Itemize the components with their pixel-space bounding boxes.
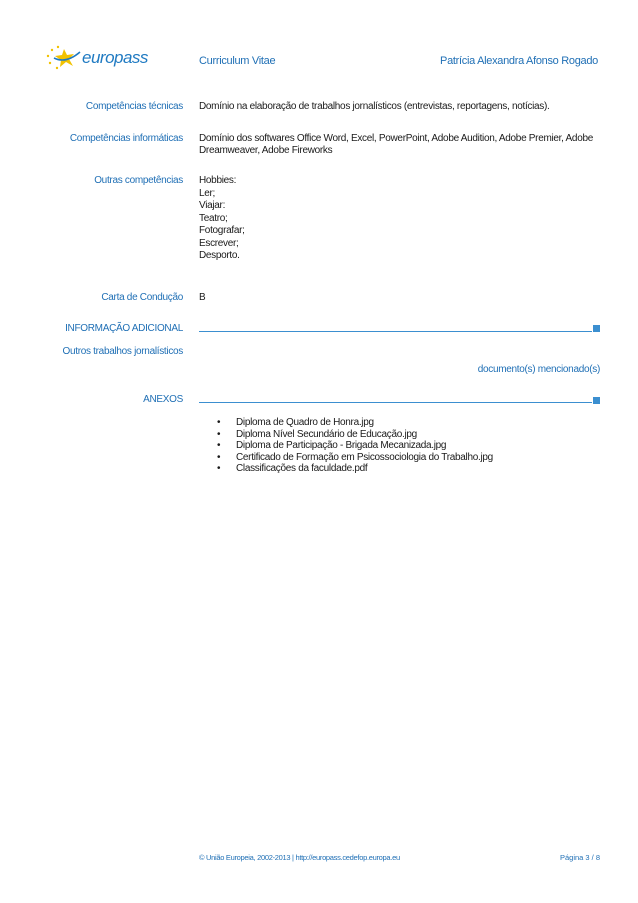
section-divider xyxy=(199,331,592,332)
other-work-label: Outros trabalhos jornalísticos xyxy=(62,346,183,357)
europass-logo-text: europass xyxy=(82,48,148,67)
europass-logo xyxy=(44,44,148,72)
computer-skills-line: Dreamweaver, Adobe Fireworks xyxy=(199,145,333,156)
list-item xyxy=(217,463,493,475)
additional-info-heading: INFORMAÇÃO ADICIONAL xyxy=(65,323,183,334)
annex-filename: Certificado de Formação em Psicossociologia do Trabalho.jpg xyxy=(236,451,493,463)
bullet-icon: • xyxy=(217,451,221,463)
section-divider xyxy=(199,402,592,403)
hobbies-list xyxy=(199,175,599,263)
bullet-icon: • xyxy=(217,440,221,451)
list-item xyxy=(217,452,493,464)
computer-skills-value xyxy=(199,133,599,157)
footer-copyright: © União Europeia, 2002-2013 | http://europass.cedefop.europa.eu xyxy=(199,853,400,862)
hobby-item: Ler; xyxy=(199,187,216,199)
europass-star-icon xyxy=(44,44,84,72)
hobby-item: Escrever; xyxy=(199,237,239,249)
section-marker xyxy=(593,325,600,332)
hobby-item: Desporto. xyxy=(199,250,240,261)
list-item xyxy=(217,440,493,452)
hobby-item: Hobbies: xyxy=(199,175,237,186)
hobby-item: Fotografar; xyxy=(199,225,245,236)
annex-list xyxy=(217,417,493,475)
bullet-icon: • xyxy=(217,417,221,428)
bullet-icon: • xyxy=(217,428,221,440)
list-item xyxy=(217,429,493,441)
technical-skills-label: Competências técnicas xyxy=(85,101,183,112)
document-title: Curriculum Vitae xyxy=(199,55,276,67)
mentioned-documents: documento(s) mencionado(s) xyxy=(477,364,600,375)
computer-skills-label: Competências informáticas xyxy=(69,133,183,144)
section-marker xyxy=(593,397,600,404)
annexes-heading: ANEXOS xyxy=(143,394,183,405)
computer-skills-line: Domínio dos softwares Office Word, Excel, PowerPoint, Adobe Audition, Adobe Premier, Adobe xyxy=(199,133,593,144)
other-skills-label: Outras competências xyxy=(94,175,183,186)
page-number: Página 3 / 8 xyxy=(559,853,600,862)
driving-license-label: Carta de Condução xyxy=(101,292,183,303)
annex-filename: Classificações da faculdade.pdf xyxy=(236,463,368,474)
person-name: Patrícia Alexandra Afonso Rogado xyxy=(440,55,598,67)
bullet-icon: • xyxy=(217,463,221,474)
annex-filename: Diploma de Participação - Brigada Mecanizada.jpg xyxy=(236,440,447,451)
driving-license-value: B xyxy=(199,292,206,303)
hobby-item: Teatro; xyxy=(199,212,228,224)
annex-filename: Diploma de Quadro de Honra.jpg xyxy=(236,417,374,428)
hobby-item: Viajar: xyxy=(199,200,226,211)
technical-skills-value: Domínio na elaboração de trabalhos jornalísticos (entrevistas, reportagens, notícias). xyxy=(199,101,550,112)
annex-filename: Diploma Nível Secundário de Educação.jpg xyxy=(236,428,417,440)
list-item xyxy=(217,417,493,429)
